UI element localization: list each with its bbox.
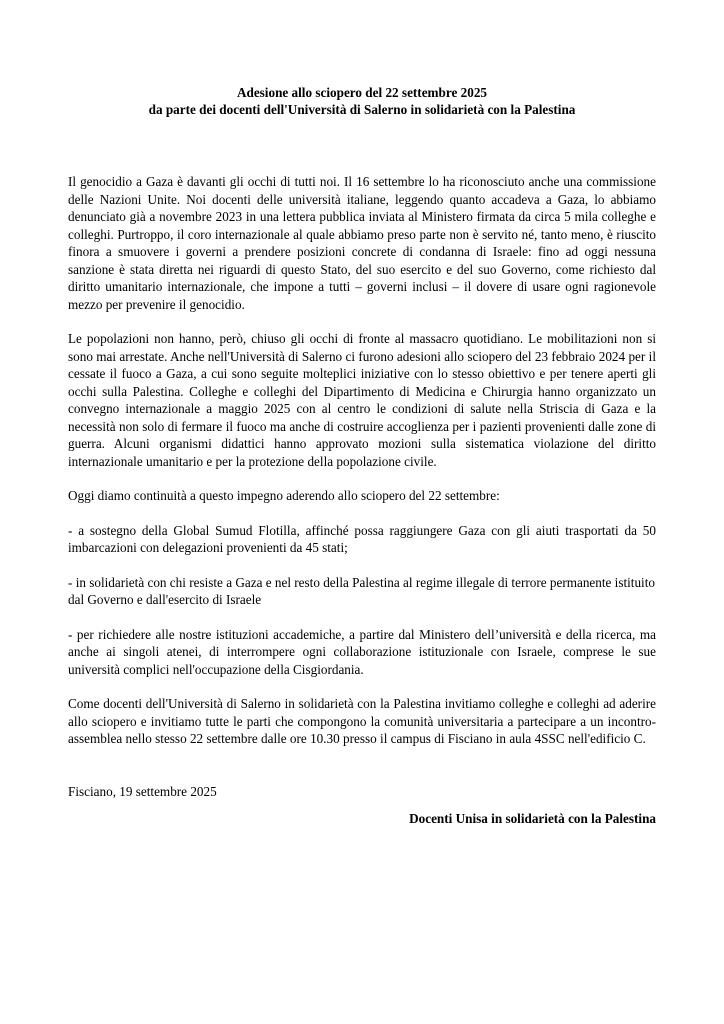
paragraph-mobilizations: Le popolazioni non hanno, però, chiuso gli occhi di fronte al massacro quotidiano. Le mobilitazioni non si sono mai arrestate. Anche nell'Università di Salerno ci furono adesioni allo sciopero del 23 febbraio 2024 per il cessate il fuoco a Gaza, a cui sono seguite molteplici iniziative con lo stesso obiettivo e per tenere aperti gli occhi sulla Palestina. Colleghe e colleghi del Dipartimento di Medicina e Chirurgia hanno organizzato un convegno internazionale a maggio 2025 con al centro le condizioni di salute nella Striscia di Gaza e la necessità non solo di fermare il fuoco ma anche di costruire accoglienza per i pazienti provenienti dalle zone di guerra. Alcuni organismi didattici hanno approvato mozioni sulla sistematica violazione del diritto internazionale umanitario e per la protezione della popolazione civile.	[68, 331, 656, 469]
document-page	[68, 84, 656, 841]
paragraph-invitation: Come docenti dell'Università di Salerno in solidarietà con la Palestina invitiamo colleghe e colleghi ad aderire allo sciopero e invitiamo tutte le parti che compongono la comunità universitaria a partecipare a un incontro-assemblea nello stesso 22 settembre dalle ore 10.30 presso il campus di Fisciano in aula 4SSC nell'edificio C.	[68, 696, 656, 746]
document-body	[68, 173, 656, 748]
list-item-solidarity: - in solidarietà con chi resiste a Gaza e nel resto della Palestina al regime illegale di terrore permanente istituito dal Governo e dall'esercito di Israele	[68, 574, 655, 607]
paragraph-intro: Il genocidio a Gaza è davanti gli occhi di tutti noi. Il 16 settembre lo ha riconosciuto anche una commissione delle Nazioni Unite. Noi docenti delle università italiane, leggendo quanto accadeva a Gaza, lo abbiamo denunciato già a novembre 2023 in una lettera pubblica inviata al Ministero firmata da circa 5 mila colleghe e colleghi. Purtroppo, il coro internazionale al quale abbiamo preso parte non è servito né, tanto meno, è riuscito finora a smuovere i governi a prendere posizioni concrete di condanna di Israele: fino ad oggi nessuna sanzione è stata diretta nei riguardi di questo Stato, del suo esercito e del suo Governo, come richiesto dal diritto umanitario internazionale, che impone a tutti – governi inclusi – il dovere di usare ogni ragionevole mezzo per prevenire il genocidio.	[68, 174, 656, 312]
document-title: Adesione allo sciopero del 22 settembre 2025	[236, 85, 488, 100]
document-subtitle: da parte dei docenti dell'Università di Salerno in solidarietà con la Palestina	[148, 102, 576, 117]
list-item-institutions: - per richiedere alle nostre istituzioni accademiche, a partire dal Ministero dell’università e della ricerca, ma anche ai singoli atenei, di interrompere ogni collaborazione istituzionale con Israele, comprese le sue università complici nell'occupazione della Cisgiordania.	[68, 626, 656, 677]
paragraph-continuity: Oggi diamo continuità a questo impegno aderendo allo sciopero del 22 settembre:	[68, 488, 500, 503]
list-item-flotilla: - a sostegno della Global Sumud Flotilla, affinché possa raggiungere Gaza con gli aiuti trasportati da 50 imbarcazioni con delegazioni provenienti da 45 stati;	[68, 522, 656, 555]
signature: Docenti Unisa in solidarietà con la Palestina	[409, 811, 656, 826]
place-date: Fisciano, 19 settembre 2025	[68, 783, 217, 799]
